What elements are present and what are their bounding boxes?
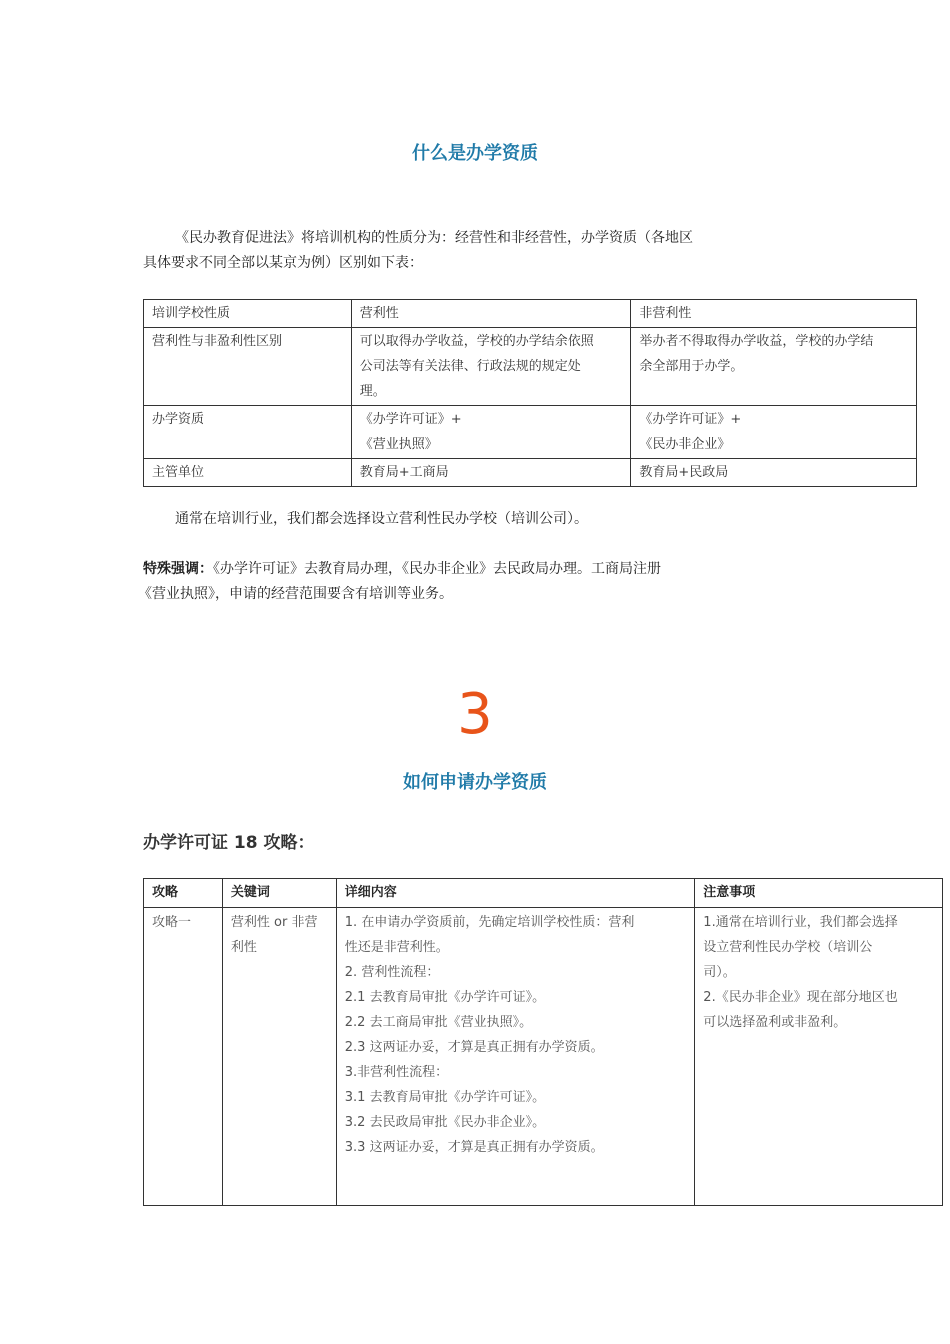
row-label: 办学资质 — [144, 406, 352, 459]
header-cell: 攻略 — [144, 879, 223, 908]
row-label: 主管单位 — [144, 459, 352, 487]
header-cell: 非营利性 — [631, 300, 917, 328]
cell-line: 理。 — [359, 384, 386, 399]
section-number: 3 — [457, 682, 493, 747]
nonprofit-cell: 教育局+民政局 — [631, 459, 917, 487]
emphasis-text: 《办学许可证》去教育局办理，《民办非企业》去民政局办理。工商局注册 — [213, 561, 661, 577]
cell-line: 《营业执照》 — [359, 437, 438, 452]
step-cell: 攻略一 — [144, 908, 223, 1206]
detail-line: 3.1 去教育局审批《办学许可证》。 — [344, 1090, 546, 1105]
note-line: 可以选择盈利或非盈利。 — [703, 1015, 847, 1030]
header-cell: 营利性 — [351, 300, 631, 328]
cell-line: 举办者不得取得办学收益，学校的办学结 — [639, 334, 874, 349]
table-row — [144, 908, 943, 1206]
subsection-heading: 办学许可证 18 攻略： — [143, 833, 315, 853]
usually-paragraph: 通常在培训行业，我们都会选择设立营利性民办学校（培训公司）。 — [175, 511, 588, 527]
intro-line-2: 具体要求不同全部以某京为例）区别如下表： — [143, 255, 423, 271]
cell-line: 公司法等有关法律、行政法规的规定处 — [359, 359, 581, 374]
intro-line-1: 《民办教育促进法》将培训机构的性质分为：经营性和非经营性，办学资质（各地区 — [175, 230, 693, 246]
detail-line: 性还是非营利性。 — [344, 940, 449, 955]
detail-line: 2.3 这两证办妥，才算是真正拥有办学资质。 — [344, 1040, 604, 1055]
cell-line: 《办学许可证》+ — [359, 412, 462, 427]
cell-line: 利性 — [230, 940, 257, 955]
detail-line: 1. 在申请办学资质前，先确定培训学校性质：营利 — [344, 915, 635, 930]
header-cell: 培训学校性质 — [144, 300, 352, 328]
detail-line: 3.2 去民政局审批《民办非企业》。 — [344, 1115, 546, 1130]
cell-line: 可以取得办学收益，学校的办学结余依照 — [359, 334, 594, 349]
detail-line: 3.3 这两证办妥，才算是真正拥有办学资质。 — [344, 1140, 604, 1155]
nonprofit-cell — [631, 406, 917, 459]
emphasis-line-1 — [143, 557, 661, 581]
header-cell: 详细内容 — [336, 879, 695, 908]
profit-cell: 教育局+工商局 — [351, 459, 631, 487]
cell-line: 营利性 or 非营 — [230, 915, 318, 930]
details-cell — [336, 908, 695, 1206]
detail-line: 2. 营利性流程： — [344, 965, 440, 980]
header-cell: 关键词 — [222, 879, 336, 908]
nonprofit-cell — [631, 328, 917, 406]
cell-line: 余全部用于办学。 — [639, 359, 744, 374]
detail-line: 2.1 去教育局审批《办学许可证》。 — [344, 990, 546, 1005]
table-row — [144, 459, 917, 487]
note-line: 司）。 — [703, 965, 736, 980]
profit-cell — [351, 406, 631, 459]
emphasis-line-2: 《营业执照》，申请的经营范围要含有培训等业务。 — [138, 586, 453, 602]
table-row — [144, 328, 917, 406]
qualification-table — [143, 299, 917, 487]
table-row — [144, 406, 917, 459]
row-label: 营利性与非盈利性区别 — [144, 328, 352, 406]
note-line: 设立营利性民办学校（培训公 — [703, 940, 873, 955]
profit-cell — [351, 328, 631, 406]
table-header-row — [144, 879, 943, 908]
table-header-row — [144, 300, 917, 328]
cell-line: 《办学许可证》+ — [639, 412, 742, 427]
note-line: 1.通常在培训行业，我们都会选择 — [703, 915, 898, 930]
keyword-cell — [222, 908, 336, 1206]
header-cell: 注意事项 — [695, 879, 943, 908]
note-line: 2.《民办非企业》现在部分地区也 — [703, 990, 898, 1005]
emphasis-label: 特殊强调： — [143, 561, 213, 577]
section-title: 如何申请办学资质 — [403, 772, 547, 793]
detail-line: 3.非营利性流程： — [344, 1065, 449, 1080]
notes-cell — [695, 908, 943, 1206]
section-title: 什么是办学资质 — [412, 143, 538, 164]
strategy-table — [143, 878, 943, 1206]
cell-line: 《民办非企业》 — [639, 437, 731, 452]
detail-line: 2.2 去工商局审批《营业执照》。 — [344, 1015, 533, 1030]
